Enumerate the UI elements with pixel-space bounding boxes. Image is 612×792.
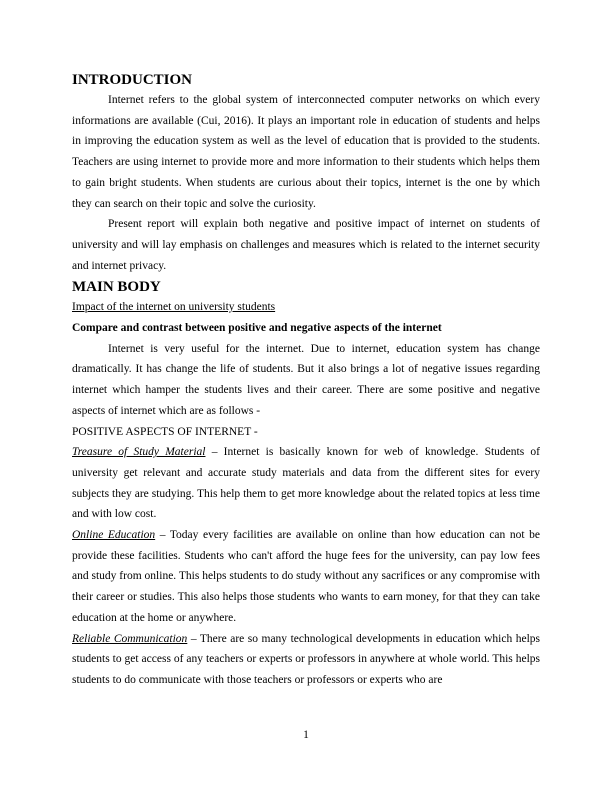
aspect-item-online-education	[72, 525, 540, 629]
aspect-term: Treasure of Study Material	[72, 446, 206, 459]
impact-subheading: Impact of the internet on university students	[72, 301, 276, 314]
page-number: 1	[303, 729, 309, 741]
aspect-item-reliable-communication	[72, 629, 540, 691]
aspect-term: Online Education	[72, 529, 156, 542]
positive-aspects-label: POSITIVE ASPECTS OF INTERNET -	[72, 425, 258, 438]
aspect-text: – Internet is basically known for web of knowledge. Students of university get relevant and accurate study materials and data from the different sites for every subjects they are studying. This help them to get more knowledge about the related topics at less time and with low cost.	[72, 446, 540, 521]
intro-paragraph-1: Internet refers to the global system of interconnected computer networks on which every informations are available (Cui, 2016). It plays an important role in education of students and helps in improving the education system as well as the level of education that is provided to the students. Teachers are using internet to provide more and more information to their students which helps them to gain bright students. When students are curious about their topics, internet is the one by which they can search on their topic and solve the curiosity.	[72, 94, 540, 210]
aspect-term: Reliable Communication	[72, 632, 188, 645]
main-body-heading: MAIN BODY	[72, 279, 161, 296]
aspect-text: – Today every facilities are available on online than how education can not be provide these facilities. Students who can't afford the huge fees for the university, can pay low fees and study from online. This helps students to do study without any sacrifices or any compromise with their career or studies. This also helps those students who wants to earn money, for that they can take education at the home or anywhere.	[72, 529, 540, 624]
intro-paragraph-2: Present report will explain both negative and positive impact of internet on students of university and will lay emphasis on challenges and measures which is related to the internet security and internet privacy.	[72, 218, 540, 272]
introduction-heading: INTRODUCTION	[72, 72, 193, 88]
aspect-text: – There are so many technological developments in education which helps students to get access of any teachers or experts or professors in anywhere at whole world. This helps students to do communicate with those teachers or professors or experts who are	[72, 632, 540, 686]
main-body-paragraph: Internet is very useful for the internet. Due to internet, education system has change dramatically. It has change the life of students. But it also brings a lot of negative issues regarding internet which hamper the students lives and their career. There are some positive and negative aspects of internet which are as follows -	[72, 342, 540, 417]
aspect-item-treasure	[72, 442, 540, 525]
compare-contrast-heading: Compare and contrast between positive and negative aspects of the internet	[72, 322, 442, 335]
document-page	[72, 71, 540, 691]
